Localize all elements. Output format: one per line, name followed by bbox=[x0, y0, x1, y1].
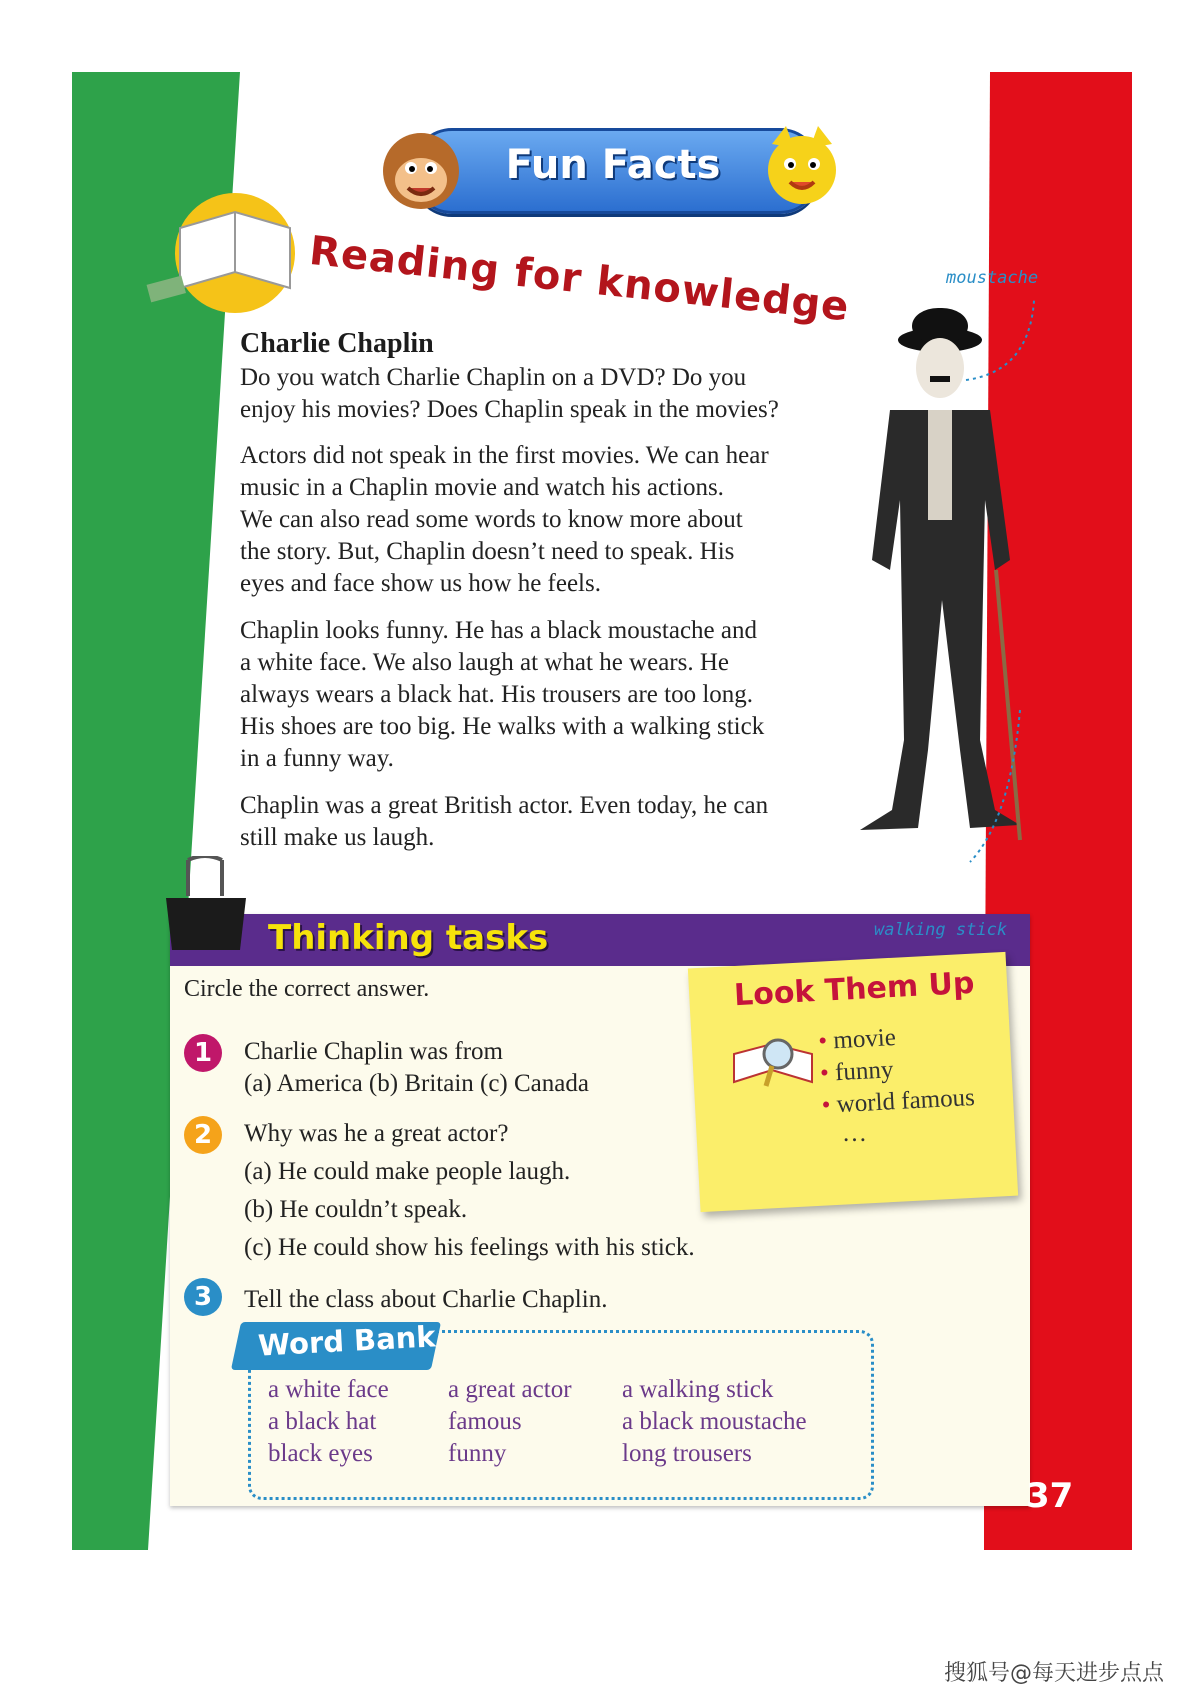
section-title: Reading for knowledge bbox=[307, 228, 852, 331]
question-1-text: Charlie Chaplin was from bbox=[244, 1038, 503, 1065]
article-paragraph-2: Actors did not speak in the first movies. We can hear music in a Chaplin movie and watch his actions. We can also read some words to know more about the story. But, Chaplin doesn’t need to speak. His eyes and face show us how he feels. bbox=[240, 442, 769, 597]
article-title: Charlie Chaplin bbox=[240, 328, 434, 359]
question-3-number: 3 bbox=[184, 1278, 222, 1316]
binder-clip-icon bbox=[160, 856, 256, 952]
thinking-tasks-title: Thinking tasks bbox=[268, 918, 549, 958]
word-bank-column-3: a walking stick a black moustache long trousers bbox=[622, 1376, 807, 1467]
question-3-text: Tell the class about Charlie Chaplin. bbox=[244, 1286, 608, 1313]
look-more-ellipsis: … bbox=[842, 1120, 867, 1147]
look-item: • world famous bbox=[821, 1082, 976, 1122]
task-instruction: Circle the correct answer. bbox=[184, 976, 430, 1002]
article-paragraph-3: Chaplin looks funny. He has a black moustache and a white face. We also laugh at what he wears. He always wears a black hat. His trousers are too long. His shoes are too big. He walks with a walking stick in a funny way. bbox=[240, 617, 765, 772]
question-2-option-c: (c) He could show his feelings with his stick. bbox=[244, 1234, 695, 1261]
question-1-options: (a) America (b) Britain (c) Canada bbox=[244, 1070, 589, 1097]
banner-title: Fun Facts bbox=[505, 142, 721, 188]
page-number: 37 bbox=[1026, 1476, 1074, 1516]
charlie-chaplin-photo bbox=[820, 300, 1080, 920]
article-paragraph-4: Chaplin was a great British actor. Even today, he can still make us laugh. bbox=[240, 792, 769, 851]
walking-stick-label: walking stick bbox=[874, 920, 1008, 940]
article-paragraph-1: Do you watch Charlie Chaplin on a DVD? Do you enjoy his movies? Does Chaplin speak in the movies? bbox=[240, 364, 779, 423]
question-2-option-a: (a) He could make people laugh. bbox=[244, 1158, 571, 1185]
question-2-option-b: (b) He couldn’t speak. bbox=[244, 1196, 468, 1223]
watermark: 搜狐号@每天进步点点 bbox=[944, 1661, 1165, 1686]
word-bank-title: Word Bank bbox=[257, 1319, 437, 1363]
open-book-icon bbox=[140, 188, 300, 318]
moustache-label: moustache bbox=[946, 268, 1039, 288]
magnifier-book-icon bbox=[728, 1030, 818, 1094]
question-2-number: 2 bbox=[184, 1116, 222, 1154]
word-bank-column-1: a white face a black hat black eyes bbox=[268, 1376, 389, 1467]
question-1-number: 1 bbox=[184, 1034, 222, 1072]
look-item: • movie bbox=[818, 1018, 973, 1058]
look-item: • funny bbox=[819, 1050, 974, 1090]
look-them-up-list bbox=[818, 1018, 976, 1122]
question-2-text: Why was he a great actor? bbox=[244, 1120, 509, 1147]
word-bank-column-2: a great actor famous funny bbox=[448, 1376, 572, 1467]
look-them-up-title: Look Them Up bbox=[733, 965, 976, 1014]
